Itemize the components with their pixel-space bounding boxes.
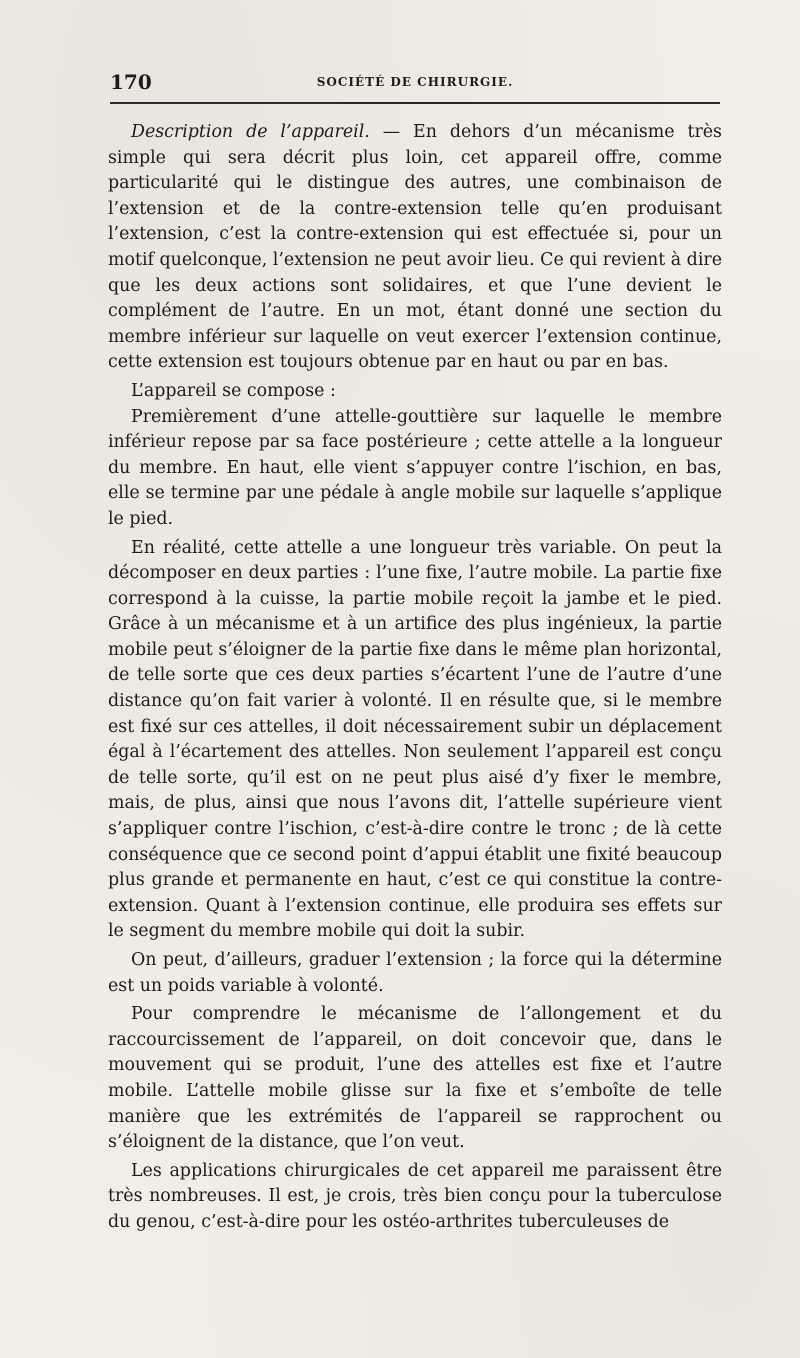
running-head: SOCIÉTÉ DE CHIRURGIE. [316, 75, 514, 89]
paragraph-composition: L’appareil se compose : [131, 380, 336, 401]
header-rule [110, 102, 720, 104]
paragraph-applications: Les applications chirurgicales de cet appareil me paraissent être très nombreuses. Il est, je crois, très bien conçu pour la tuberculose du genou, c’est-à-dire pour les ostéo-arthrites tuberculeuses de [108, 1160, 722, 1232]
paragraph-variable-length: En réalité, cette attelle a une longueur très variable. On peut la décomposer en deux parties : l’une fixe, l’autre mobile. La partie fixe correspond à la cuisse, la partie mobile reçoit la jambe et le pied. Grâce à un mécanisme et à un artifice des plus ingénieux, la partie mobile peut s’éloigner de la partie fixe dans le même plan horizontal, de telle sorte que ces deux parties s’écartent l’une de l’autre d’une distance qu’on fait varier à volonté. Il en résulte que, si le membre est fixé sur ces attelles, il doit nécessairement subir un déplacement égal à l’écartement des attelles. Non seulement l’appareil est conçu de telle sorte, qu’il est on ne peut plus aisé d’y fixer le membre, mais, de plus, ainsi que nous l’avons dit, l’attelle supérieure vient s’appliquer contre l’ischion, c’est-à-dire contre le tronc ; de là cette conséquence que ce second point d’appui établit une fixité beaucoup plus grande et permanente en haut, c’est ce qui constitue la contre-extension. Quant à l’extension continue, elle produira ses effets sur le segment du membre mobile qui doit la subir. [108, 537, 722, 942]
paragraph-description-text: — En dehors d’un mécanisme très simple qui sera décrit plus loin, cet appareil offre, comme particularité qui le distingue des autres, une combinaison de l’extension et de la contre-extension telle qu’en produisant l’extension, c’est la contre-extension qui est effectuée si, pour un motif quelconque, l’extension ne peut avoir lieu. Ce qui revient à dire que les deux actions sont solidaires, et que l’une devient le complément de l’autre. En un mot, étant donné une section du membre inférieur sur laquelle on veut exercer l’extension continue, cette extension est toujours obtenue par en haut ou par en bas. [108, 122, 722, 373]
section-label: Description de l’appareil. [131, 122, 370, 142]
body-text [108, 120, 722, 1236]
page-header [110, 70, 720, 100]
paragraph-description [108, 120, 722, 376]
paragraph-graduation: On peut, d’ailleurs, graduer l’extension ; la force qui la détermine est un poids variable à volonté. [108, 950, 722, 996]
paragraph-gutter-splint: Premièrement d’une attelle-gouttière sur laquelle le membre inférieur repose par sa face postérieure ; cette attelle a la longueur du membre. En haut, elle vient s’appuyer contre l’ischion, en bas, elle se termine par une pédale à angle mobile sur laquelle s’applique le pied. [108, 406, 722, 529]
page-number: 170 [110, 70, 152, 94]
paragraph-mechanism: Pour comprendre le mécanisme de l’allongement et du raccourcissement de l’appareil, on doit concevoir que, dans le mouvement qui se produit, l’une des attelles est fixe et l’autre mobile. L’attelle mobile glisse sur la fixe et s’emboîte de telle manière que les extrémités de l’appareil se rapprochent ou s’éloignent de la distance, que l’on veut. [108, 1004, 722, 1153]
